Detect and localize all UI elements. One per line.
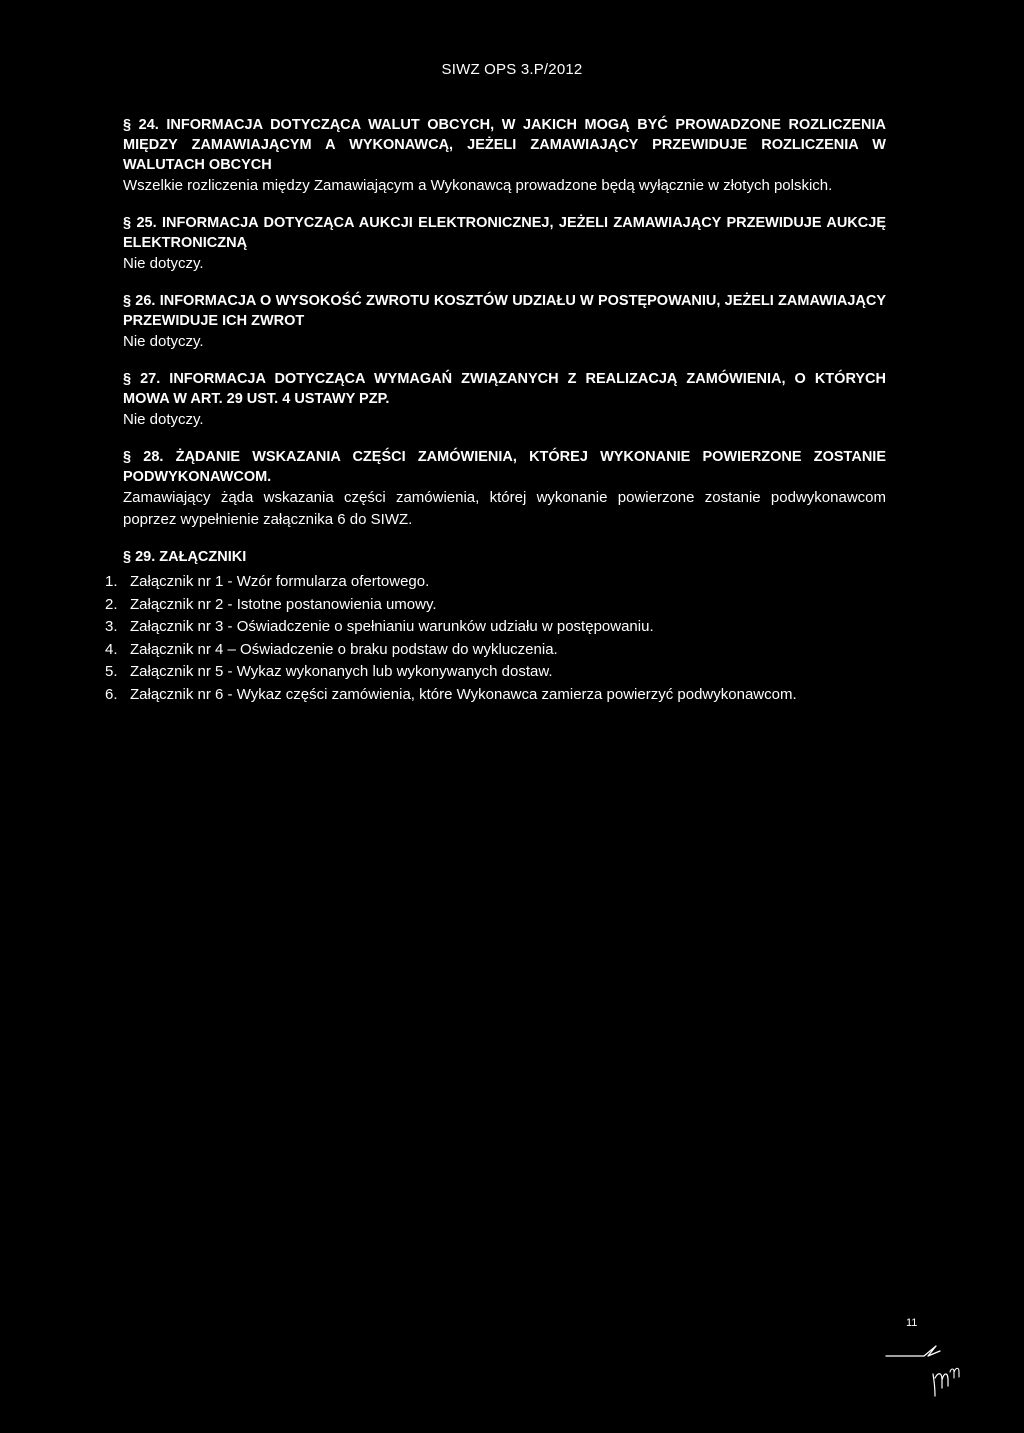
list-item-text: Załącznik nr 3 - Oświadczenie o spełnianiu warunków udziału w postępowaniu.	[130, 618, 654, 635]
list-item	[105, 616, 886, 639]
section-27-title: § 27. INFORMACJA DOTYCZĄCA WYMAGAŃ ZWIĄZANYCH Z REALIZACJĄ ZAMÓWIENIA, O KTÓRYCH MOWA W ART. 29 UST. 4 USTAWY PZP.	[123, 371, 886, 407]
list-item-number: 1.	[105, 573, 118, 590]
initials-signature-icon	[930, 1362, 964, 1402]
list-item-number: 4.	[105, 640, 118, 658]
section-28-title: § 28. ŻĄDANIE WSKAZANIA CZĘŚCI ZAMÓWIENIA, KTÓREJ WYKONANIE POWIERZONE ZOSTANIE PODWYKONAWCOM.	[123, 449, 886, 485]
section-24-title: § 24. INFORMACJA DOTYCZĄCA WALUT OBCYCH, W JAKICH MOGĄ BYĆ PROWADZONE ROZLICZENIA MIĘDZY ZAMAWIAJĄCYM A WYKONAWCĄ, JEŻELI ZAMAWIAJĄCY PRZEWIDUJE ROZLICZENIA W WALUTACH OBCYCH	[123, 117, 886, 173]
list-item	[105, 639, 886, 662]
list-item	[105, 594, 886, 617]
list-item-number: 5.	[105, 663, 118, 680]
section-28	[123, 447, 886, 531]
list-item	[105, 684, 886, 707]
list-item	[105, 571, 886, 594]
section-27-body: Nie dotyczy.	[123, 411, 204, 428]
document-reference: SIWZ OPS 3.P/2012	[441, 61, 583, 78]
list-item-text: Załącznik nr 6 - Wykaz części zamówienia, które Wykonawca zamierza powierzyć podwykonawcom.	[130, 685, 797, 703]
section-26-title: § 26. INFORMACJA O WYSOKOŚĆ ZWROTU KOSZTÓW UDZIAŁU W POSTĘPOWANIU, JEŻELI ZAMAWIAJĄCY PRZEWIDUJE ICH ZWROT	[123, 293, 886, 329]
section-25	[123, 213, 886, 275]
section-25-body: Nie dotyczy.	[123, 255, 204, 272]
list-item-text: Załącznik nr 2 - Istotne postanowienia umowy.	[130, 595, 437, 613]
list-item-text: Załącznik nr 5 - Wykaz wykonanych lub wykonywanych dostaw.	[130, 663, 553, 680]
section-24	[123, 115, 886, 197]
list-item-number: 2.	[105, 595, 118, 613]
section-26	[123, 291, 886, 353]
page-number: 11	[906, 1317, 918, 1329]
section-26-body: Nie dotyczy.	[123, 333, 204, 350]
list-item-number: 3.	[105, 618, 118, 635]
section-29	[105, 547, 886, 706]
document-body	[105, 115, 886, 722]
section-24-body: Wszelkie rozliczenia między Zamawiającym a Wykonawcą prowadzone będą wyłącznie w złotych polskich.	[123, 177, 833, 194]
attachments-list	[105, 571, 886, 706]
list-item-text: Załącznik nr 1 - Wzór formularza ofertowego.	[130, 573, 430, 590]
section-28-body: Zamawiający żąda wskazania części zamówienia, której wykonanie powierzone zostanie podwykonawcom poprzez wypełnienie załącznika 6 do SIWZ.	[123, 489, 886, 528]
list-item-number: 6.	[105, 685, 118, 703]
section-27	[123, 369, 886, 431]
section-25-title: § 25. INFORMACJA DOTYCZĄCA AUKCJI ELEKTRONICZNEJ, JEŻELI ZAMAWIAJĄCY PRZEWIDUJE AUKCJĘ ELEKTRONICZNĄ	[123, 215, 886, 251]
list-item	[105, 661, 886, 684]
section-29-title: § 29. ZAŁĄCZNIKI	[123, 549, 247, 565]
list-item-text: Załącznik nr 4 – Oświadczenie o braku podstaw do wykluczenia.	[130, 640, 558, 658]
signature-mark-icon	[884, 1344, 944, 1364]
